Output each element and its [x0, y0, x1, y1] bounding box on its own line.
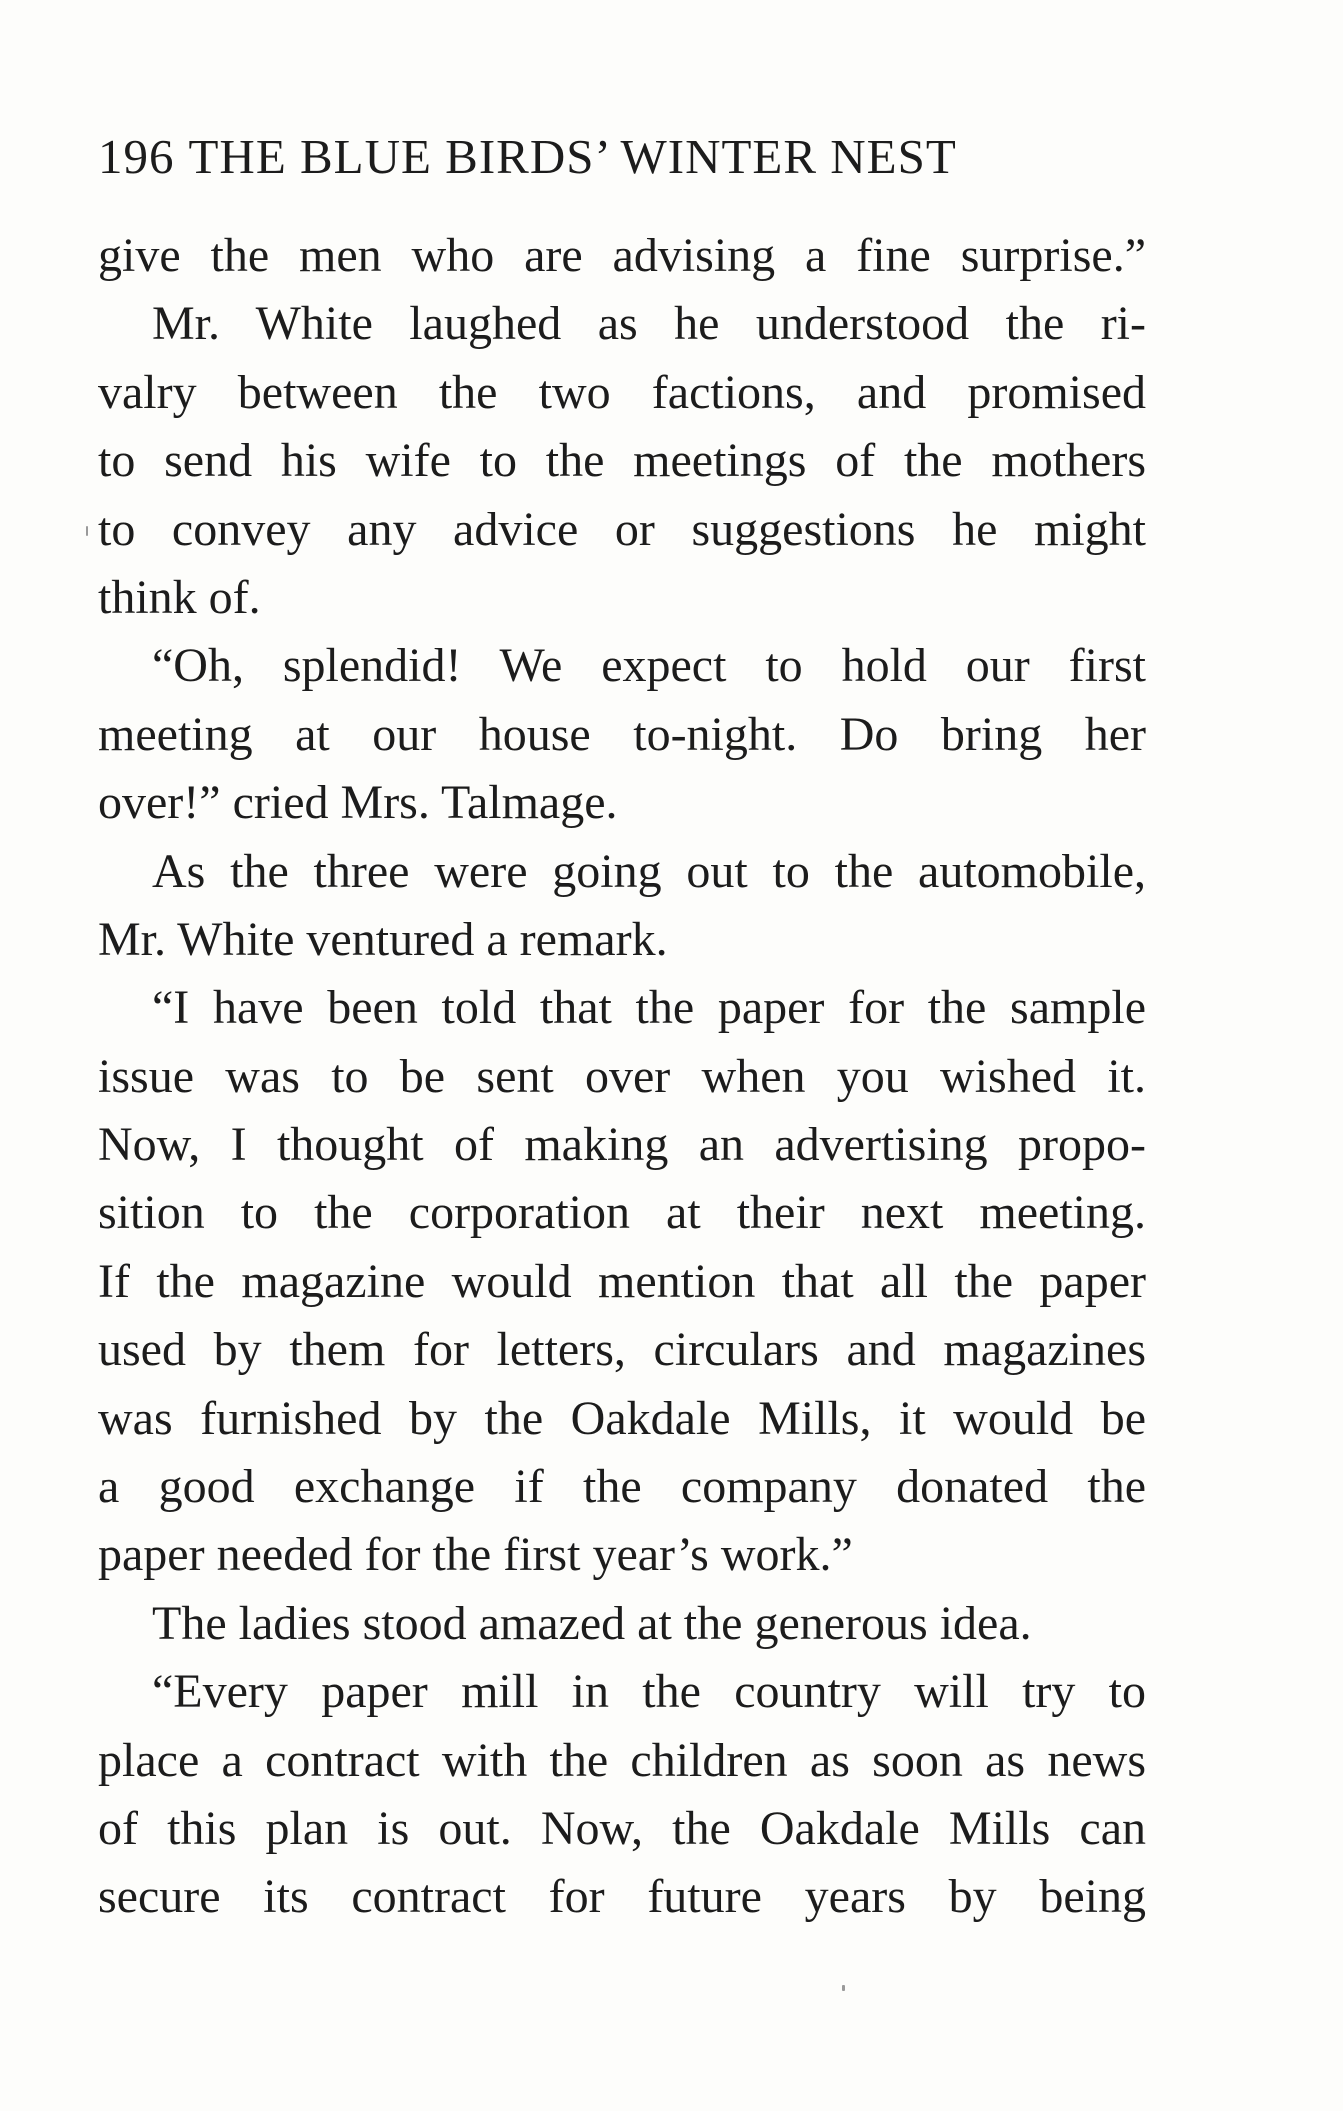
- text-line: a good exchange if the company donated the: [98, 1460, 1146, 1514]
- text-line: Mr. White ventured a remark.: [98, 912, 668, 966]
- running-header: [98, 128, 957, 185]
- text-line: to send his wife to the meetings of the mothers: [98, 434, 1146, 488]
- text-line: Mr. White laughed as he understood the ri-: [152, 297, 1146, 351]
- paper-speck: [86, 526, 88, 536]
- text-line: As the three were going out to the automobile,: [152, 844, 1146, 898]
- text-line: used by them for letters, circulars and magazines: [98, 1323, 1146, 1377]
- text-line: valry between the two factions, and promised: [98, 365, 1146, 419]
- text-line: secure its contract for future years by being: [98, 1870, 1146, 1924]
- text-line: give the men who are advising a fine surprise.”: [98, 229, 1146, 282]
- page-number: 196: [98, 129, 175, 184]
- text-line: sition to the corporation at their next meeting.: [98, 1186, 1146, 1240]
- text-line: paper needed for the first year’s work.”: [98, 1528, 853, 1582]
- text-line: to convey any advice or suggestions he might: [98, 502, 1146, 556]
- text-line: “Every paper mill in the country will try to: [152, 1665, 1146, 1719]
- text-line: of this plan is out. Now, the Oakdale Mills can: [98, 1801, 1146, 1855]
- text-line: “Oh, splendid! We expect to hold our first: [152, 639, 1146, 693]
- text-line: issue was to be sent over when you wished it.: [98, 1049, 1146, 1103]
- text-line: “I have been told that the paper for the sample: [152, 981, 1146, 1035]
- text-line: Now, I thought of making an advertising propo-: [98, 1118, 1146, 1172]
- text-line: over!” cried Mrs. Talmage.: [98, 776, 618, 830]
- body-text: [98, 222, 1146, 1932]
- paper-speck: [842, 1985, 845, 1991]
- running-title: THE BLUE BIRDS’ WINTER NEST: [188, 129, 957, 184]
- text-line: The ladies stood amazed at the generous idea.: [152, 1596, 1032, 1650]
- text-line: place a contract with the children as soon as news: [98, 1733, 1146, 1787]
- text-line: was furnished by the Oakdale Mills, it would be: [98, 1391, 1146, 1445]
- text-line: If the magazine would mention that all the paper: [98, 1254, 1146, 1308]
- text-line: think of.: [98, 570, 261, 624]
- text-line: meeting at our house to-night. Do bring her: [98, 707, 1146, 761]
